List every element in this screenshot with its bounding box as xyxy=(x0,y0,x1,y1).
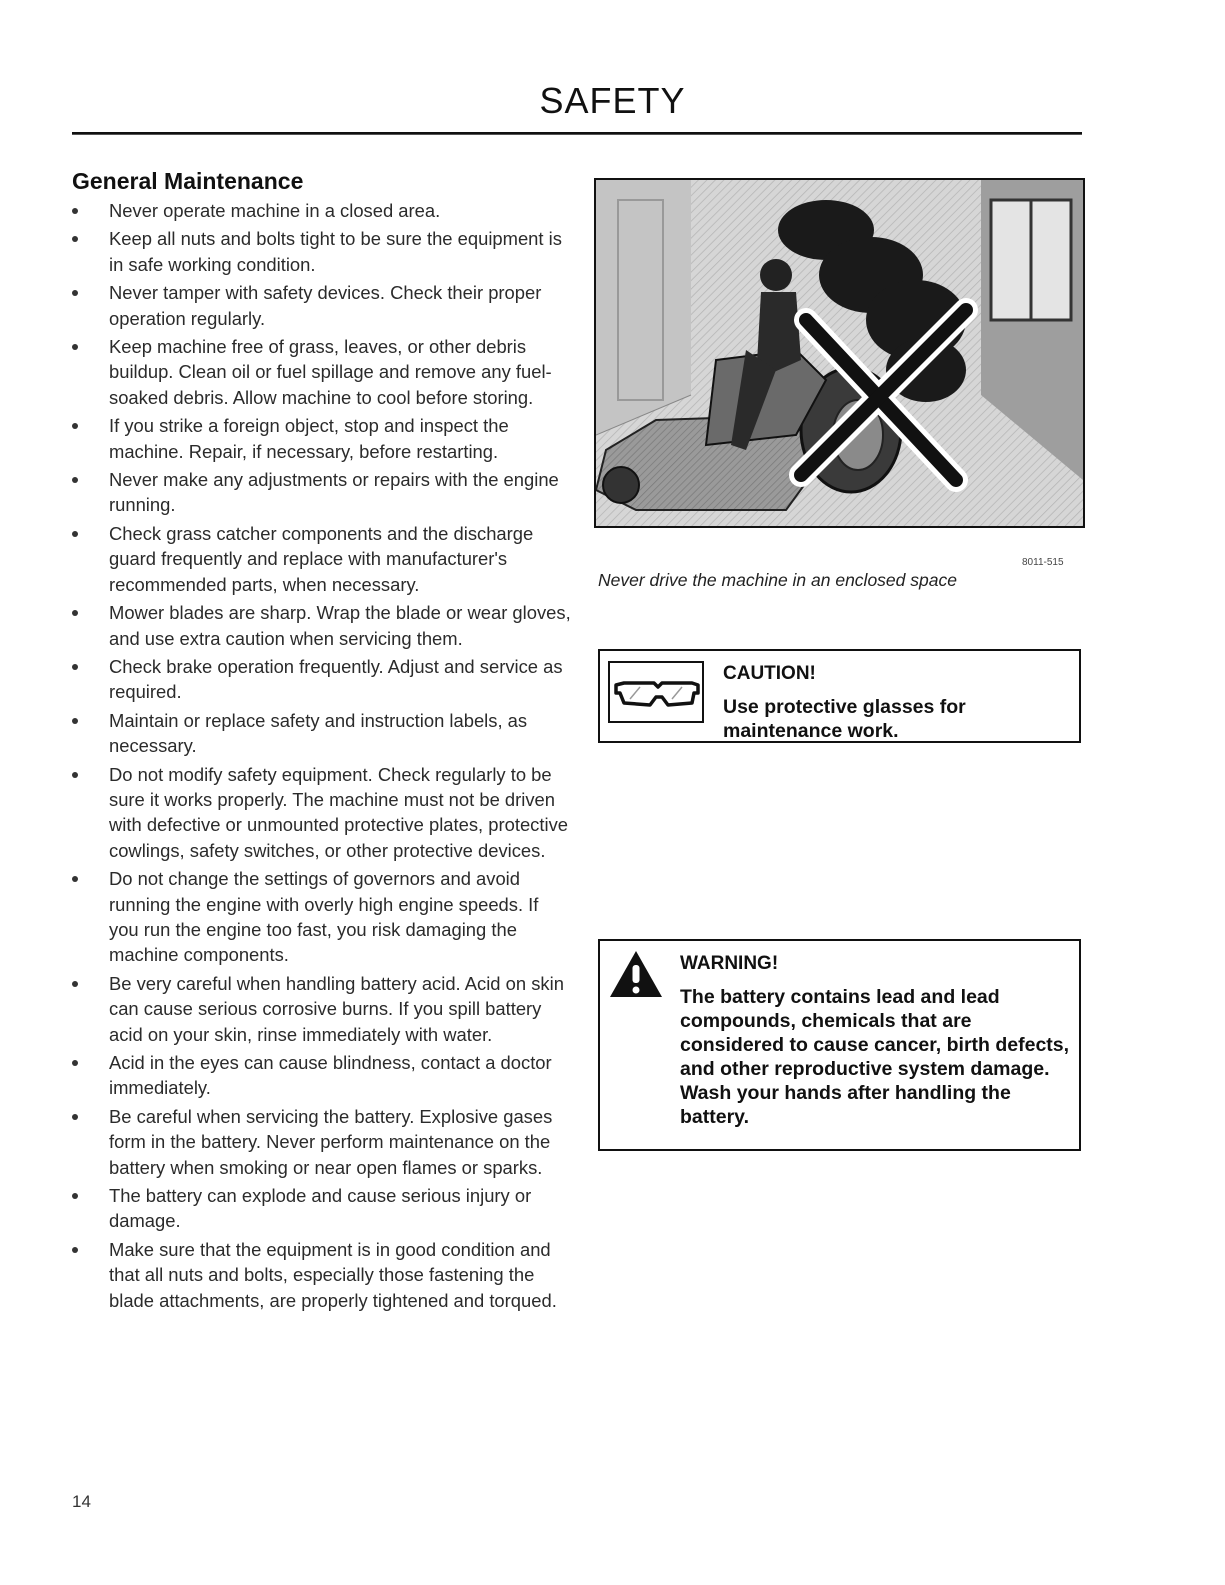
bullet-icon xyxy=(72,344,78,350)
section-heading: General Maintenance xyxy=(72,168,304,194)
list-item: Do not modify safety equipment. Check regularly to be sure it works properly. The machine must not be driven with defective or unmounted protective plates, protective cowlings, safety switches, or other protective devices. xyxy=(72,762,572,864)
bullet-icon xyxy=(72,1114,78,1120)
bullet-icon xyxy=(72,876,78,882)
page-number: 14 xyxy=(72,1492,91,1511)
list-item: Acid in the eyes can cause blindness, contact a doctor immediately. xyxy=(72,1050,572,1101)
list-item: Be very careful when handling battery acid. Acid on skin can cause serious corrosive burns. If you spill battery acid on your skin, rinse immediately with water. xyxy=(72,971,572,1047)
list-item: Make sure that the equipment is in good condition and that all nuts and bolts, especially those fastening the blade attachments, are properly tightened and torqued. xyxy=(72,1237,572,1313)
page-title: SAFETY xyxy=(539,80,686,121)
bullet-icon xyxy=(72,423,78,429)
bullet-icon xyxy=(72,1193,78,1199)
bullet-icon xyxy=(72,1060,78,1066)
caution-notice xyxy=(598,649,1081,743)
list-item: Keep machine free of grass, leaves, or other debris buildup. Clean oil or fuel spillage and remove any fuel-soaked debris. Allow machine to cool before storing. xyxy=(72,334,572,410)
bullet-icon xyxy=(72,531,78,537)
list-item: If you strike a foreign object, stop and inspect the machine. Repair, if necessary, before restarting. xyxy=(72,413,572,464)
bullet-icon xyxy=(72,290,78,296)
list-item: Be careful when servicing the battery. Explosive gases form in the battery. Never perform maintenance on the battery when smoking or near open flames or sparks. xyxy=(72,1104,572,1180)
list-item: The battery can explode and cause serious injury or damage. xyxy=(72,1183,572,1234)
warning-text: The battery contains lead and lead compounds, chemicals that are considered to cause cancer, birth defects, and other reproductive system damage. Wash your hands after handling the battery. xyxy=(680,986,1070,1128)
enclosed-space-illustration xyxy=(594,178,1085,528)
list-item: Keep all nuts and bolts tight to be sure the equipment is in safe working condition. xyxy=(72,226,572,277)
warning-notice xyxy=(598,939,1081,1151)
bullet-icon xyxy=(72,1247,78,1253)
list-item: Never make any adjustments or repairs with the engine running. xyxy=(72,467,572,518)
caution-heading: CAUTION! xyxy=(723,663,816,684)
list-item: Check grass catcher components and the discharge guard frequently and replace with manufacturer's recommended parts, when necessary. xyxy=(72,521,572,597)
maintenance-list xyxy=(72,198,572,1316)
bullet-icon xyxy=(72,772,78,778)
title-rule xyxy=(72,132,1082,135)
list-item: Check brake operation frequently. Adjust and service as required. xyxy=(72,654,572,705)
list-item: Do not change the settings of governors and avoid running the engine with overly high engine speeds. If you run the engine too fast, you risk damaging the machine components. xyxy=(72,866,572,968)
safety-goggles-icon xyxy=(608,661,704,723)
list-item: Maintain or replace safety and instruction labels, as necessary. xyxy=(72,708,572,759)
list-item: Never tamper with safety devices. Check their proper operation regularly. xyxy=(72,280,572,331)
bullet-icon xyxy=(72,610,78,616)
list-item: Mower blades are sharp. Wrap the blade or wear gloves, and use extra caution when servicing them. xyxy=(72,600,572,651)
bullet-icon xyxy=(72,208,78,214)
bullet-icon xyxy=(72,981,78,987)
caution-text: Use protective glasses for maintenance work. xyxy=(723,696,966,742)
list-item: Never operate machine in a closed area. xyxy=(72,198,572,223)
bullet-icon xyxy=(72,718,78,724)
bullet-icon xyxy=(72,477,78,483)
bullet-icon xyxy=(72,664,78,670)
warning-triangle-icon xyxy=(608,949,664,999)
figure-caption: Never drive the machine in an enclosed space xyxy=(598,570,957,590)
figure-code: 8011-515 xyxy=(1022,557,1064,568)
bullet-icon xyxy=(72,236,78,242)
warning-heading: WARNING! xyxy=(680,953,779,974)
